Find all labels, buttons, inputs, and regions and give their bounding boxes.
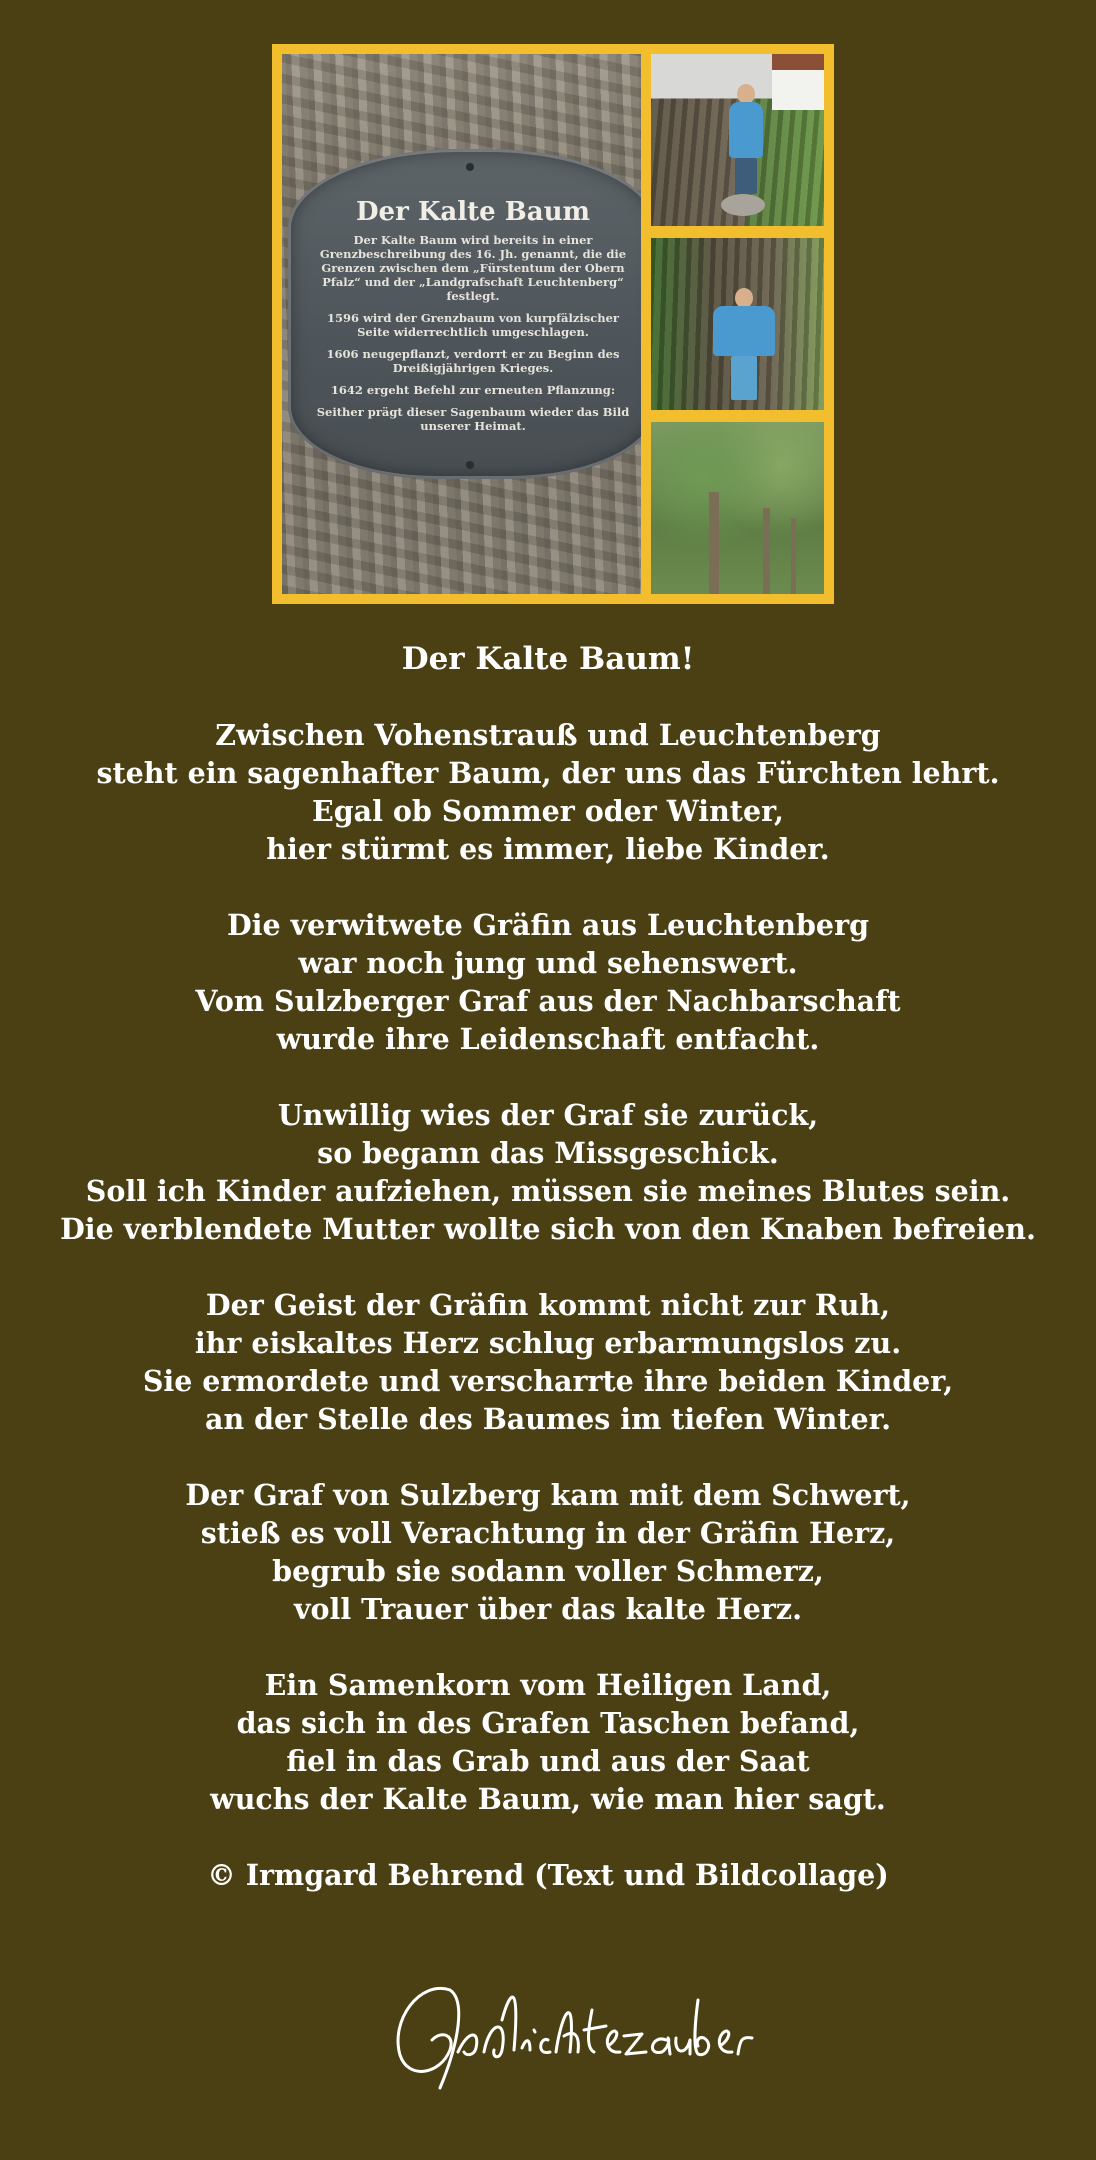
plaque-text [314,233,632,433]
photo-tree-avenue [651,422,824,594]
poem-line: hier stürmt es immer, liebe Kinder. [266,832,830,866]
poem-line: Ein Samenkorn vom Heiligen Land, [264,1668,832,1702]
plaque-line: Der Kalte Baum wird bereits in einer Grenzbeschreibung des 16. Jh. genannt, die die Grenzen zwischen dem „Fürstentum der Obern Pfalz“ und der „Landgrafschaft Leuchtenberg“ festlegt. [319,233,627,303]
plaque-line: 1596 wird der Grenzbaum von kurpfälzischer Seite widerrechtlich umgeschlagen. [327,311,619,339]
poem-line: so begann das Missgeschick. [317,1136,779,1170]
poem-line: steht ein sagenhafter Baum, der uns das Fürchten lehrt. [96,756,1000,790]
poem-line: Der Geist der Gräfin kommt nicht zur Ruh, [205,1288,891,1322]
photo-woman-at-tree-1 [651,54,824,226]
tree-trunk [709,492,719,594]
poem-stanza [0,1666,1096,1818]
poem-line: Sie ermordete und verscharrte ihre beiden Kinder, [142,1364,954,1398]
photo-woman-at-tree-2 [651,238,824,410]
person-figure [729,102,763,158]
plaque-screw [466,163,474,171]
person-head [735,288,753,308]
poem-stanza [0,906,1096,1058]
signature-logo [380,1960,760,2090]
poem-line: begrub sie sodann voller Schmerz, [272,1554,824,1588]
poem-line: wurde ihre Leidenschaft entfacht. [276,1022,820,1056]
plaque-screw [466,461,474,469]
poem-stanza [0,716,1096,868]
poem-line: Soll ich Kinder aufziehen, müssen sie meines Blutes sein. [85,1174,1011,1208]
poem-stanza [0,1096,1096,1248]
poem-line: Die verwitwete Gräfin aus Leuchtenberg [226,908,870,942]
poem-title: Der Kalte Baum! [401,641,695,677]
plaque-line: Seither prägt dieser Sagenbaum wieder das Bild unserer Heimat. [316,405,630,433]
plaque-line: 1606 neugepflanzt, verdorrt er zu Beginn des Dreißigjährigen Krieges. [326,347,620,375]
plaque-photo [282,54,641,594]
copyright-line: © Irmgard Behrend (Text und Bildcollage) [207,1858,889,1892]
person-legs [731,356,757,400]
poem-line: Egal ob Sommer oder Winter, [312,794,784,828]
plaque-title: Der Kalte Baum [356,197,590,227]
poem-line: das sich in des Grafen Taschen befand, [236,1706,860,1740]
poem-stanza [0,1286,1096,1438]
poem-line: Der Graf von Sulzberg kam mit dem Schwert, [185,1478,911,1512]
poem-line: Die verblendete Mutter wollte sich von den Knaben befreien. [60,1212,1036,1246]
poem-line: war noch jung und sehenswert. [298,946,798,980]
plaque-line: 1642 ergeht Befehl zur erneuten Pflanzung: [330,383,616,397]
poem-line: Vom Sulzberger Graf aus der Nachbarschaft [195,984,901,1018]
poem-line: stieß es voll Verachtung in der Gräfin Herz, [200,1516,896,1550]
person-legs [735,158,757,194]
house-roof [772,54,824,70]
photo-collage [272,44,834,604]
person-head [737,84,755,104]
poem-line: Unwillig wies der Graf sie zurück, [277,1098,819,1132]
poem-line: fiel in das Grab und aus der Saat [286,1744,810,1778]
tree-trunk [763,508,770,594]
poem-line: voll Trauer über das kalte Herz. [293,1592,803,1626]
poem-line: an der Stelle des Baumes im tiefen Winter. [205,1402,891,1436]
poem [0,640,1096,1894]
poem-stanza [0,1476,1096,1628]
rock [721,194,765,216]
tree-trunk [791,518,796,594]
poem-line: ihr eiskaltes Herz schlug erbarmungslos zu. [194,1326,902,1360]
person-figure [713,306,775,356]
poem-line: wuchs der Kalte Baum, wie man hier sagt. [210,1782,886,1816]
poem-line: Zwischen Vohenstrauß und Leuchtenberg [215,718,881,752]
plaque-sign [288,149,641,479]
